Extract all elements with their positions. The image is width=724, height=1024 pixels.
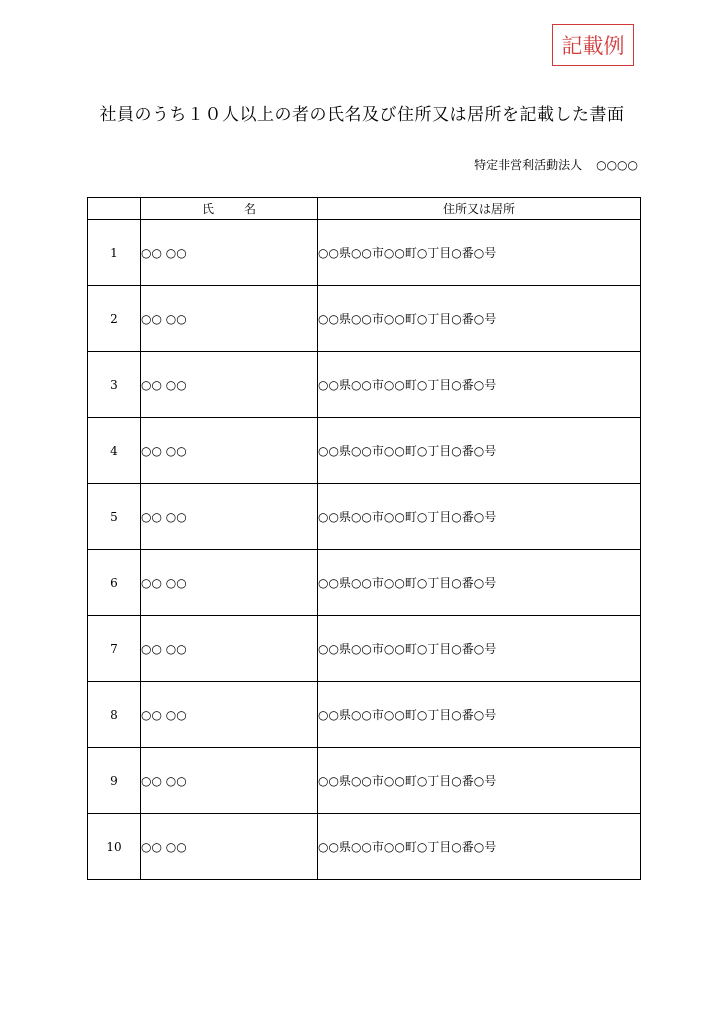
member-name: ○○ ○○ [141,220,318,286]
header-number [88,198,141,220]
member-name: ○○ ○○ [141,484,318,550]
header-address: 住所又は居所 [318,198,641,220]
member-name: ○○ ○○ [141,550,318,616]
member-address: ○○県○○市○○町○丁目○番○号 [318,682,641,748]
row-number: 7 [88,616,141,682]
row-number: 9 [88,748,141,814]
member-address: ○○県○○市○○町○丁目○番○号 [318,418,641,484]
table-row [88,616,641,682]
member-address: ○○県○○市○○町○丁目○番○号 [318,484,641,550]
table-header-row [88,198,641,220]
row-number: 1 [88,220,141,286]
member-name: ○○ ○○ [141,352,318,418]
document-title: 社員のうち１０人以上の者の氏名及び住所又は居所を記載した書面 [99,105,625,125]
table-row [88,418,641,484]
member-address: ○○県○○市○○町○丁目○番○号 [318,286,641,352]
table-row [88,682,641,748]
member-name: ○○ ○○ [141,682,318,748]
member-address: ○○県○○市○○町○丁目○番○号 [318,550,641,616]
table-row [88,352,641,418]
organization-line [474,156,638,173]
table-row [88,220,641,286]
member-address: ○○県○○市○○町○丁目○番○号 [318,352,641,418]
member-name: ○○ ○○ [141,418,318,484]
row-number: 8 [88,682,141,748]
row-number: 3 [88,352,141,418]
table-row [88,814,641,880]
row-number: 6 [88,550,141,616]
table-row [88,748,641,814]
example-stamp: 記載例 [552,24,634,66]
table-row [88,550,641,616]
organization-label: 特定非営利活動法人 [474,158,583,172]
table-row [88,484,641,550]
table-row [88,286,641,352]
member-address: ○○県○○市○○町○丁目○番○号 [318,748,641,814]
member-name: ○○ ○○ [141,814,318,880]
row-number: 2 [88,286,141,352]
member-name: ○○ ○○ [141,616,318,682]
member-name: ○○ ○○ [141,748,318,814]
header-name: 氏名 [141,198,318,220]
member-address: ○○県○○市○○町○丁目○番○号 [318,220,641,286]
row-number: 10 [88,814,141,880]
member-address: ○○県○○市○○町○丁目○番○号 [318,616,641,682]
organization-name: ○○○○ [596,158,638,172]
member-name: ○○ ○○ [141,286,318,352]
member-address: ○○県○○市○○町○丁目○番○号 [318,814,641,880]
row-number: 5 [88,484,141,550]
member-table [87,197,641,880]
row-number: 4 [88,418,141,484]
